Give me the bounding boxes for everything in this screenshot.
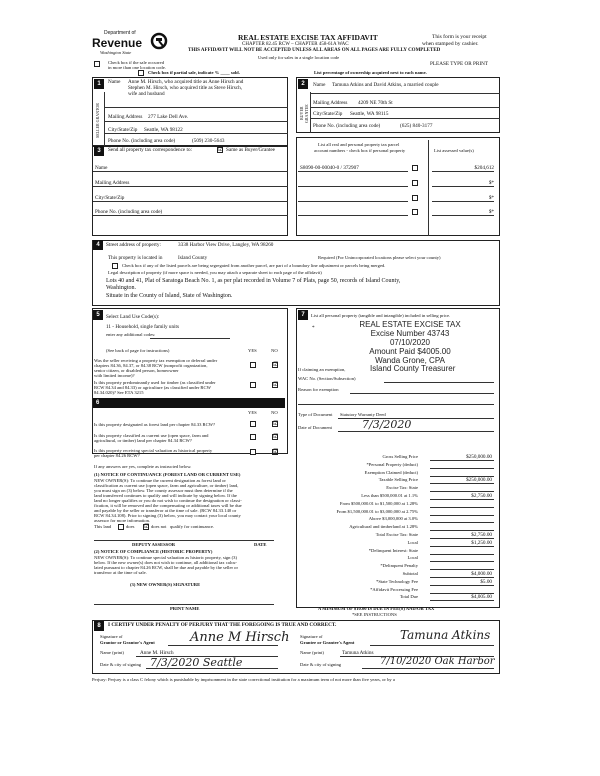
s6-q3-yes[interactable] [250,449,256,455]
calc-row-line [430,522,494,523]
land-use-label: Select Land Use Code(s): [106,314,160,320]
street-label: Street address of property: [106,242,161,248]
calc-row-line [430,585,494,586]
ownership-note: List percentage of ownership acquired next to each name. [314,70,427,75]
reason-label: Reason for exemption [298,387,339,392]
corr-name-label: Name [95,165,108,171]
calc-row-line [430,499,494,500]
type-or-print: PLEASE TYPE OR PRINT [430,61,488,67]
print-name-label: PRINT NAME [170,606,200,611]
correspondence-label: Send all property tax correspondence to: [108,147,192,153]
stamp-line1: REAL ESTATE EXCISE TAX [359,320,461,329]
assessed-value-4[interactable]: $* [488,209,494,215]
section-6-number: 6 [93,398,285,408]
section-1-number: 1 [94,79,104,89]
grantee-date-label: Date & city of signing [300,662,342,667]
calc-row-label: Above $3,000,000 at 3.0% [368,516,418,522]
additional-codes-label: enter any additional codes: [106,332,156,337]
doc-date[interactable]: 7/3/2020 [362,418,412,431]
calc-row-value[interactable]: $250,000.00 [466,477,492,484]
parcel-list-header1: List all real and personal property tax parcel [318,142,400,147]
seller-phone-label: Phone No. (including area code) [108,138,176,144]
grantor-date-label: Date & city of signing [100,662,142,667]
section-2-number: 2 [298,79,308,89]
calc-row-label: From $1,500,000.01 to $3,000,000 at 2.75% [336,508,418,514]
calc-row-label: Total Due [399,594,418,600]
unincorporated-note: Required (For Unincorporated locations please select your county) [318,255,441,260]
s6-no-header: NO [271,410,278,415]
grantee-name-label: Name (print) [300,650,324,655]
partial-sale-label: Check box if partial sale, indicate % ____ sold. [148,70,240,75]
calc-row-label: *Affidavit Processing Fee [370,586,418,592]
land-does-not-label: does not [151,524,167,529]
s6-q1-yes[interactable] [250,421,256,427]
doc-type[interactable]: Statutory Warranty Deed [340,412,386,417]
segregate-label: Check box if any of the listed parcels are being segregated from another parcel, are part of a boundary line adjustment or parcels being merged. [122,263,386,268]
doc-date-label: Date of Document [298,425,332,430]
notice-continuance-line: fication, it will be removed and the compensating or additional taxes will be due [94,503,242,508]
calc-row-label: Subtotal [402,571,418,576]
treasurer-stamp [340,320,480,365]
notice-compliance-line: transferor at the time of sale. [94,570,147,575]
parcel-personal-checkbox-1[interactable] [412,165,418,171]
s5-no-header: NO [271,348,278,353]
certification-text: I CERTIFY UNDER PENALTY OF PERJURY THAT THE FOREGOING IS TRUE AND CORRECT. [108,622,337,628]
grantor-name[interactable]: Anne M. Hirsch [140,650,174,656]
buyer-mail[interactable]: 4209 NE 70th St [358,100,393,106]
calc-row-label: *Delinquent Interest: State [368,547,418,553]
notice-continuance-title: (1) NOTICE OF CONTINUANCE (FOREST LAND OR CURRENT USE) [94,472,241,477]
corr-phone-label: Phone No. (including area code) [95,209,163,215]
chapter: CHAPTER 82.45 RCW – CHAPTER 458-61A WAC [242,42,349,47]
notice-continuance-line: classification as current use (open space, farm and agriculture, or timber) land, [94,483,239,488]
buyer-side-label: BUYER GRANTEE [299,104,309,123]
grantor-sig-label1: Signature of [100,634,123,639]
calc-row-line [430,554,494,555]
s5-q1-line1: Was the seller receiving a property tax exemption or deferral under [94,358,218,363]
land-does-checkbox[interactable] [118,524,124,530]
calc-row-label: Exemption Claimed (deduct) [364,469,418,475]
notice-continuance-line: you must sign on (3) below. The county assessor must then determine if the [94,488,233,493]
see-back-note: (See back of page for instructions) [106,348,170,353]
parcel-personal-checkbox-2[interactable] [412,180,418,186]
seller-city-label: City/State/Zip [108,127,138,133]
notice: THIS AFFIDAVIT WILL NOT BE ACCEPTED UNLESS ALL AREAS ON ALL PAGES ARE FULLY COMPLETED [188,48,441,53]
calc-row-line [430,483,494,484]
calc-row-label: Gross Selling Price [382,454,418,459]
see-instructions: *SEE INSTRUCTIONS [352,612,397,617]
stamp-line4: Amount Paid $4005.00 [369,347,451,356]
stamp-line6: Island County Treasurer [370,364,456,373]
s6-q2-no[interactable]: ☑ [273,434,279,440]
perjury-warning: Perjury: Perjury is a class C felony which is punishable by imprisonment in the state correctional institution for a maximum term of not more than five years, or by a [92,677,395,682]
tax-correspondence-section [92,146,288,236]
qualify-label: qualify for continuance. [170,524,215,529]
calc-row-line [430,460,494,461]
calc-row-label: Agricultural and timberland at 1.28% [349,524,418,530]
seller-name-label: Name [108,79,121,85]
seller-mail[interactable]: 277 Lake Dell Ave. [148,114,189,120]
section-4-number: 4 [93,240,103,250]
seller-mail-label: Mailing Address [108,114,143,120]
land-use-code[interactable]: 11 - Household, single family units [106,324,180,330]
exemption-label: If claiming an exemption, [298,367,346,372]
doc-type-label: Type of Document [298,412,333,417]
s5-yes-header: YES [248,348,257,353]
seller-name-line3[interactable]: wife and husband [128,91,165,97]
notice-compliance-line: NEW OWNER(S): To continue special valuation as historic property, sign (3) [94,555,237,560]
calc-row-label: Excise Tax: State [386,485,418,491]
stamp-line3: 07/10/2020 [389,338,431,347]
legal-description-1[interactable]: Lots 40 and 41, Plat of Saratoga Beach No. 1, as per plat recorded in Volume 7 of Plats, page 50, records of Island County, [106,278,401,284]
receipt-line1: This form is your receipt [432,34,487,40]
s6-q3-no[interactable]: ☑ [273,449,279,455]
calc-row-value[interactable]: $2,750.00 [471,493,492,499]
s5-q1-no[interactable]: ☑ [273,362,279,368]
calc-row-line [430,468,494,469]
s5-q1-line2: chapters 84.36, 84.37, or 84.38 RCW (nonprofit organization, [94,363,208,368]
deputy-assessor-label: DEPUTY ASSESSOR [132,542,176,547]
multi-location-label2: in more than one location code. [108,65,166,70]
new-owner-signature-label: (3) NEW OWNER(S) SIGNATURE [130,582,201,587]
seller-city[interactable]: Seattle, WA 98122 [144,127,183,133]
seller-name[interactable]: Anne M. Hirsch, who acquired title as Anne Hirsch and [128,79,244,85]
calc-row-label: Total Excise Tax: State [375,532,418,537]
section-8-number: 8 [94,621,104,631]
personal-property-star: * [312,325,315,331]
grantor-name-label: Name (print) [100,650,124,655]
grantee-sig-label1: Signature of [300,634,323,639]
s6-q3-line2: per chapter 84.26 RCW? [94,453,140,458]
partial-sale-checkbox[interactable] [138,70,144,76]
notice-continuance-line: NEW OWNER(S): To continue the current designation as forest land or [94,478,226,483]
calc-row-value[interactable]: $4,005.00 [471,594,492,601]
assessor-date-label: DATE [254,542,267,547]
grantor-sig-label2: Grantor or Grantor's Agent [100,640,155,645]
notice-continuance-line: RCW 84.34.108). Prior to signing (3) below, you may contact your local county [94,513,241,518]
grantor-date-city[interactable]: 7/3/2020 Seattle [150,656,243,669]
s5-q1-line3: senior citizen, or disabled person, homeowner [94,368,179,373]
calc-row-label: *State Technology Fee [376,578,418,584]
receipt-line2: when stamped by cashier. [422,41,479,47]
corr-city-label: City/State/Zip [95,195,125,201]
stamp-line5: Wanda Grone, CPA [375,356,445,365]
calc-row-label: Local [407,539,418,545]
form-title: REAL ESTATE EXCISE TAX AFFIDAVIT [238,33,378,42]
grantor-signature[interactable]: Anne M Hirsch [190,630,290,645]
parcel-number[interactable]: S8090-00-00040-0 / 372907 [300,165,359,171]
s5-q2-no[interactable]: ☑ [273,382,279,388]
calc-row-label: Taxable Selling Price [378,477,418,483]
s5-q1-yes[interactable] [250,362,256,368]
grantee-signature[interactable]: Tamuna Atkins [400,628,491,642]
buyer-name[interactable]: Tamuna Atkins and David Atkins, a married couple [332,82,439,88]
grantee-sig-label2: Grantee or Grantee's Agent [300,640,355,645]
calc-row-label: Local [407,555,418,561]
calc-row-value[interactable]: $1,250.00 [471,539,492,546]
wac-label: WAC No. (Section/Subsection) [298,376,356,381]
section-3-number: 3 [94,146,104,156]
s5-q1-line4: with limited income)? [94,373,135,378]
state-label: Washington State [100,50,132,55]
legal-description-2[interactable]: Washington. [106,285,137,291]
s5-q2-line2: RCW 84.34 and 84.33) or agriculture (as classified under RCW [94,385,211,390]
legal-description-label: Legal description of property (if more space is needed, you may attach a separate sheet to each page of the affidavit) [108,270,322,275]
calc-row-label: Less than $500,000.01 at 1.1% [361,493,418,498]
segregate-checkbox[interactable] [112,263,118,269]
minimum-due-note: A MINIMUM OF $10.00 IS DUE IN FEE(S) AND/OR TAX [318,606,435,611]
notice-continuance-line: land no longer qualifies or you do not wish to continue the designation or classi- [94,498,242,503]
calc-row-label: *Delinquent Penalty [380,563,418,569]
seller-side-label: SELLER GRANTOR [95,103,100,139]
any-yes-note: If any answers are yes, complete as instructed below. [94,464,192,469]
buyer-phone[interactable]: (625) 840-3177 [400,123,433,129]
s6-q1: Is this property designated as forest land per chapter 84.33 RCW? [94,422,216,427]
section-7-number: 7 [298,310,308,320]
calc-row-line [430,515,494,516]
parcel-personal-checkbox-4[interactable] [412,209,418,215]
buyer-city[interactable]: Seattle, WA 98115 [350,111,389,117]
calc-row-label: From $500,000.01 to $1,500,000 at 1.28% [339,500,418,506]
s6-q1-no[interactable]: ☑ [273,421,279,427]
assessed-value-header: List assessed value(s) [434,148,474,153]
s5-q2-line1: Is this property predominantly used for timber (as classified under [94,380,216,385]
personal-property-label: List all personal property (tangible and intangible) included in selling price. [311,313,451,318]
multi-location-checkbox[interactable] [94,61,100,67]
notice-continuance-line: and payable by the seller or transferor at the time of sale. (RCW 84.33.140 or [94,508,237,513]
multi-location-label1: Check box if the sale occurred [108,60,164,65]
calc-row-value[interactable]: $5.00 [480,578,492,585]
notice-compliance-line: below. If the new owner(s) does not wish to continue, all additional tax calcu- [94,560,237,565]
parcel-personal-checkbox-3[interactable] [412,195,418,201]
notice-compliance-title: (2) NOTICE OF COMPLIANCE (HISTORIC PROPERTY) [94,549,213,554]
buyer-phone-label: Phone No. (including area code) [313,123,381,129]
s6-q2-line1: Is this property classified as current use (open space, farm and [94,433,209,438]
s5-q2-yes[interactable] [250,382,256,388]
same-as-buyer-checkbox[interactable]: ☑ [218,147,224,153]
located-label: This property is located in [108,255,163,261]
stamp-line2: Excise Number 43743 [370,329,450,338]
single-location: Used only for sales in a single location code [258,55,340,60]
buyer-mail-label: Mailing Address [313,100,348,106]
same-as-buyer-label: Same as Buyer/Grantee [226,147,275,153]
located-county[interactable]: Island County [178,255,208,261]
buyer-city-label: City/State/Zip [313,111,343,117]
land-does-not-checkbox[interactable]: ☑ [144,524,150,530]
assessed-value[interactable]: $204,612 [474,165,494,171]
grantee-date-city[interactable]: 7/10/2020 Oak Harbor [380,656,495,667]
s6-yes-header: YES [248,410,257,415]
dept-label: Department of [104,30,136,36]
notice-compliance-line: lated pursuant to chapter 84.26 RCW, shall be due and payable by the seller or [94,565,238,570]
assessed-value-3[interactable]: $* [488,195,494,201]
seller-phone[interactable]: (509) 230-5643 [192,138,225,144]
calc-row-line [430,561,494,562]
calc-row-value[interactable]: $4,000.00 [471,571,492,577]
legal-description-3[interactable]: Situate in the County of Island, State of Washington. [106,293,233,299]
grantee-name[interactable]: Tamuna Atkins [342,650,374,656]
agency-logo: Revenue [92,36,143,50]
calc-row-value[interactable]: $2,750.00 [471,532,492,538]
section-5-number: 5 [93,310,103,320]
street-address[interactable]: 3338 Harbor View Drive, Langley, WA 98260 [178,242,274,248]
calc-row-line [430,507,494,508]
buyer-name-label: Name [313,82,326,88]
calc-row-line [430,600,494,601]
calc-row-label: *Personal Property (deduct) [366,461,418,467]
this-land-label: This land [94,524,112,529]
parcel-list-header2: account numbers - check box if personal property [314,148,406,153]
s6-q3-line1: Is this property receiving special valuation as historical property [94,448,213,453]
s6-q2-yes[interactable] [250,434,256,440]
s6-q2-line2: agricultural, or timber) land per chapter 84.34 RCW? [94,438,192,443]
seller-name-line2[interactable]: Stephen M. Hirsch, who acquired title as Steve Hirsch, [128,85,242,91]
revenue-logo-icon [150,32,168,50]
notice-continuance-line: assessor for more information. [94,518,151,523]
corr-mail-label: Mailing Address [95,180,130,186]
notice-continuance-line: land transferred continues to qualify and will indicate by signing below. If the [94,493,237,498]
land-does-label: does [126,524,135,529]
s5-q2-line3: 84.34.020)? See ETA 3215 [94,390,144,395]
calc-row-value[interactable]: $250,000.00 [466,454,492,460]
calc-row-line [430,546,494,547]
assessed-value-2[interactable]: $* [488,180,494,186]
